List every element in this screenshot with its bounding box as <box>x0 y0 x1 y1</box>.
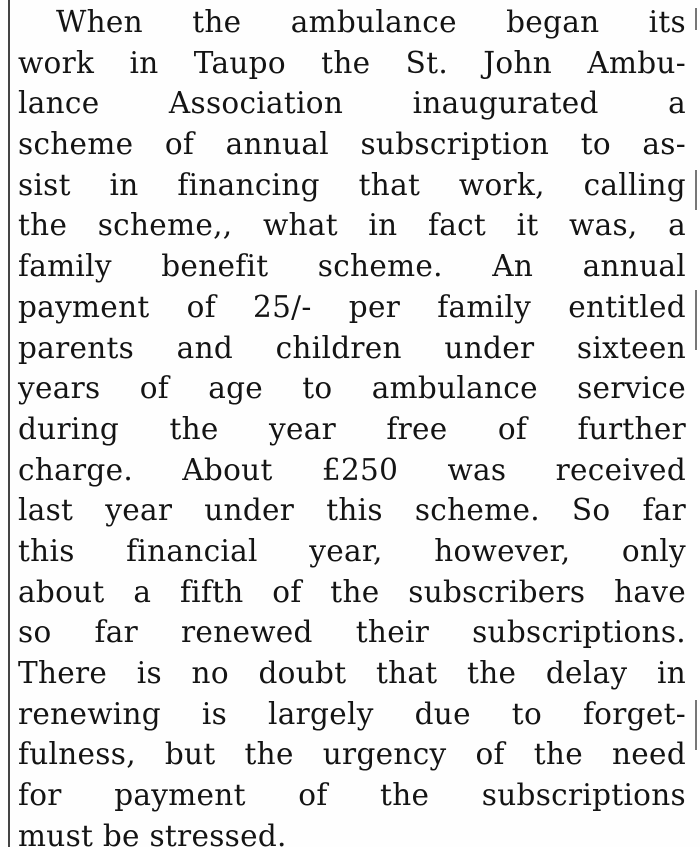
edge-mark <box>695 8 697 30</box>
edge-mark <box>695 170 697 210</box>
article-line: lance Association inaugurated a <box>18 86 686 121</box>
article-line: payment of 25/- per family entitled <box>18 289 686 324</box>
article-paragraph <box>18 2 686 847</box>
edge-mark <box>695 290 697 350</box>
article-line: fulness, but the urgency of the need <box>18 737 686 772</box>
edge-mark <box>695 700 697 750</box>
article-line: must be stressed. <box>18 818 287 847</box>
column-rule <box>8 0 10 847</box>
article-line: the scheme,, what in fact it was, a <box>18 208 686 243</box>
article-line: There is no doubt that the delay in <box>18 656 686 690</box>
article-line: about a fifth of the subscribers have <box>18 574 686 609</box>
article-line: family benefit scheme. An annual <box>18 249 686 284</box>
article-line: renewing is largely due to forget- <box>18 696 686 731</box>
article-line: sist in financing that work, calling <box>18 167 686 202</box>
article-line: scheme of annual subscription to as- <box>18 127 686 162</box>
article-line: for payment of the subscriptions <box>18 778 686 813</box>
article-line: during the year free of further <box>18 411 686 446</box>
article-line: last year under this scheme. So far <box>18 493 686 528</box>
article-line: charge. About £250 was received <box>18 452 686 487</box>
article-line: years of age to ambulance service <box>18 371 686 406</box>
article-line: work in Taupo the St. John Ambu- <box>18 45 686 80</box>
article-line: this financial year, however, only <box>18 533 686 568</box>
article-line: When the ambulance began its <box>56 5 686 39</box>
article-line: so far renewed their subscriptions. <box>18 615 686 650</box>
article-line: parents and children under sixteen <box>18 330 686 365</box>
